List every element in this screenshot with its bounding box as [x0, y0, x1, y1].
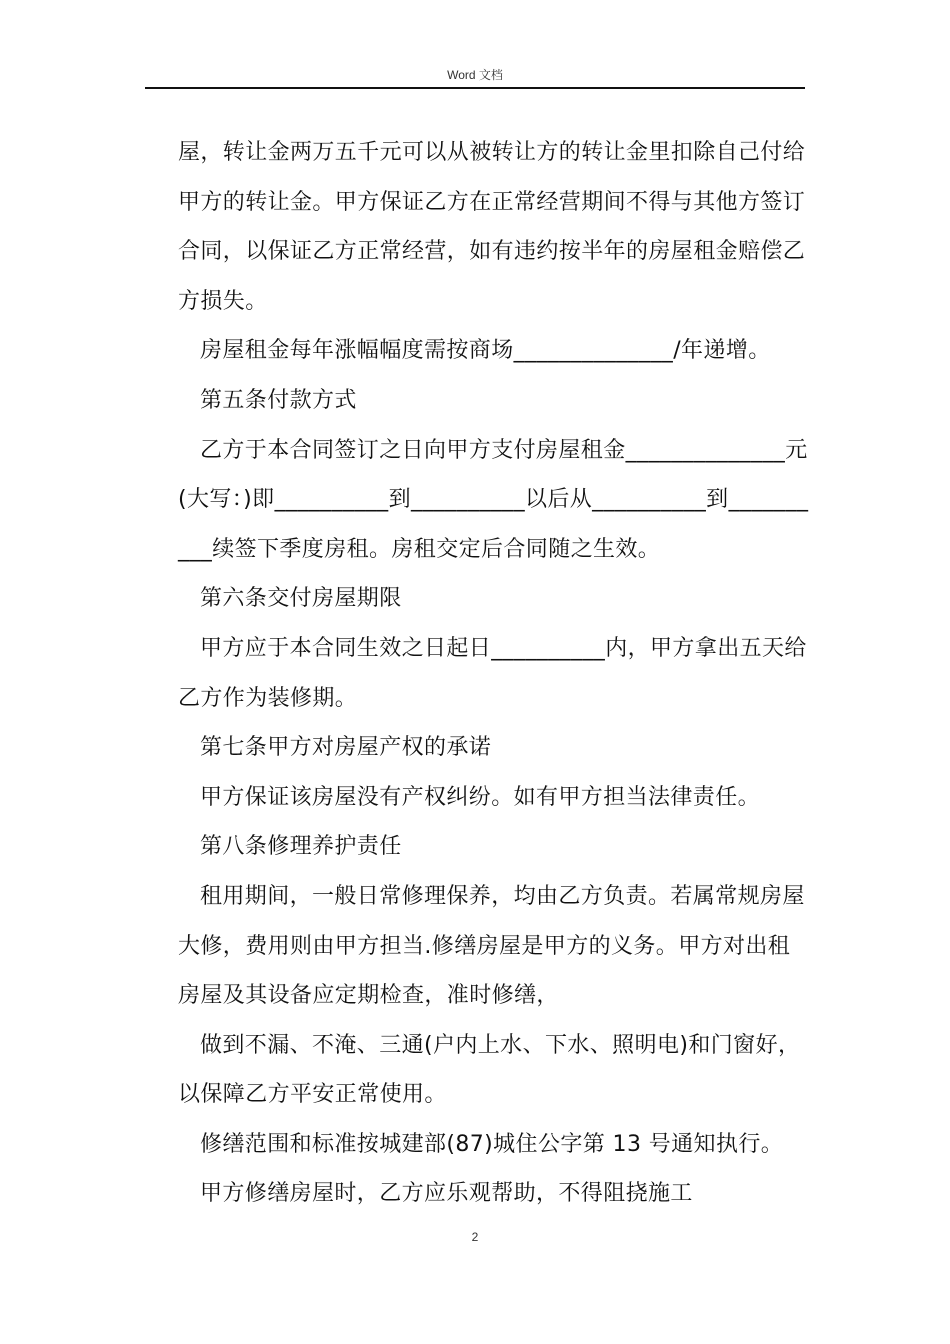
paragraph-line: 甲方的转让金。甲方保证乙方在正常经营期间不得与其他方签订	[178, 189, 806, 215]
section-heading: 第八条修理养护责任	[200, 834, 402, 860]
paragraph-line: 做到不漏、不淹、三通(户内上水、下水、照明电)和门窗好，	[200, 1032, 801, 1058]
page-header: Word 文档	[447, 68, 503, 82]
page-number: 2	[471, 1230, 479, 1244]
paragraph-line: 甲方保证该房屋没有产权纠纷。如有甲方担当法律责任。	[200, 784, 761, 810]
paragraph-line: 屋，转让金两万五千元可以从被转让方的转让金里扣除自己付给	[178, 140, 806, 165]
section-heading: 第五条付款方式	[200, 387, 357, 413]
paragraph-line: (大写：)即__________到__________以后从__________到_______	[178, 487, 809, 513]
paragraph-line: 以保障乙方平安正常使用。	[178, 1082, 447, 1108]
section-heading: 第六条交付房屋期限	[200, 586, 402, 612]
paragraph-line: ___续签下季度房租。房租交定后合同随之生效。	[178, 536, 661, 562]
paragraph-line: 房屋及其设备应定期检查，准时修缮，	[178, 983, 559, 1009]
paragraph-line: 乙方于本合同签订之日向甲方支付房屋租金______________元	[200, 437, 808, 463]
section-heading: 第七条甲方对房屋产权的承诺	[200, 735, 492, 761]
paragraph-line: 乙方作为装修期。	[178, 685, 358, 711]
paragraph-line: 合同，以保证乙方正常经营，如有违约按半年的房屋租金赔偿乙	[178, 239, 806, 265]
paragraph-line: 房屋租金每年涨幅幅度需按商场______________/年递增。	[200, 338, 771, 364]
document-body	[178, 128, 808, 1219]
paragraph-line: 修缮范围和标准按城建部(87)城住公字第 13 号通知执行。	[200, 1131, 784, 1157]
header-divider	[145, 87, 805, 89]
paragraph-line: 方损失。	[178, 288, 268, 314]
paragraph-line: 大修，费用则由甲方担当.修缮房屋是甲方的义务。甲方对出租	[178, 933, 791, 959]
paragraph-line: 租用期间，一般日常修理保养，均由乙方负责。若属常规房屋	[200, 883, 805, 909]
paragraph-line: 甲方应于本合同生效之日起日__________内，甲方拿出五天给	[200, 635, 807, 661]
paragraph-line: 甲方修缮房屋时，乙方应乐观帮助，不得阻挠施工	[200, 1181, 693, 1207]
